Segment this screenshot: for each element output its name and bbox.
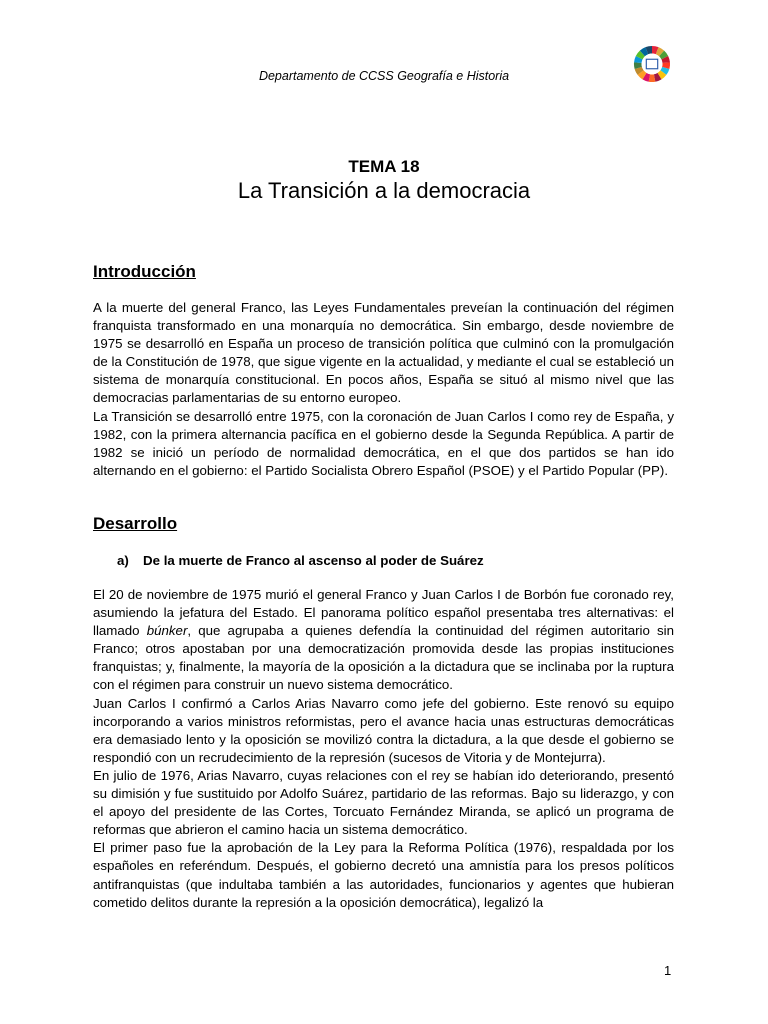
logo-center bbox=[642, 54, 663, 75]
desarrollo-paragraph-2: Juan Carlos I confirmó a Carlos Arias Navarro como jefe del gobierno. Este renovó su equipo incorporando a varios ministros reformistas, pero el avance hacia unas estructuras democráticas era demasiado lento y la oposición se movilizó contra la dictadura, a la que desde el gobierno se respondió con un recrudecimiento de la represión (sucesos de Vitoria y de Montejurra). bbox=[93, 695, 674, 765]
department-header: Departamento de CCSS Geografía e Historia bbox=[258, 69, 510, 83]
intro-heading: Introducción bbox=[93, 262, 196, 281]
desarrollo-paragraph-1 bbox=[93, 586, 674, 695]
page-number: 1 bbox=[664, 963, 672, 978]
topic-title: La Transición a la democracia bbox=[237, 178, 531, 203]
topic-number: TEMA 18 bbox=[348, 157, 420, 176]
subsection-heading bbox=[117, 553, 484, 568]
subsection-title: De la muerte de Franco al ascenso al poder de Suárez bbox=[143, 553, 484, 568]
desarrollo-paragraph-3: En julio de 1976, Arias Navarro, cuyas relaciones con el rey se habían ido deteriorando, presentó su dimisión y fue sustituido por Adolfo Suárez, partidario de las reformas. Bajo su liderazgo, y con el apoyo del presidente de las Cortes, Torcuato Fernández Miranda, se aplicó un programa de reformas que abrieron el camino hacia un sistema democrático. bbox=[93, 767, 674, 838]
subsection-marker: a) bbox=[117, 553, 129, 568]
sdg-wheel-icon bbox=[633, 45, 671, 83]
desarrollo-text bbox=[93, 586, 674, 912]
intro-paragraph-1: A la muerte del general Franco, las Leyes Fundamentales preveían la continuación del régimen franquista transformado en una monarquía no democrática. Sin embargo, desde noviembre de 1975 se desarrolló en España un proceso de transición política que culminó con la promulgación de la Constitución de 1978, que sigue vigente en la actualidad, y mediante el cual se estableció un sistema de monarquía constitucional. En pocos años, España se situó al mismo nivel que las democracias parlamentarias de su entorno europeo. bbox=[93, 300, 674, 406]
bunker-term: búnker bbox=[146, 623, 188, 639]
paragraph-1-end: , que agrupaba a quienes defendía la continuidad del régimen autoritario sin Franco; otros apostaban por una democratización promovida desde las propias instituciones franquistas; y, finalmente, la mayoría de la oposición a la dictadura que se inclinaba por la ruptura con el régimen para construir un nuevo sistema democrático. bbox=[93, 623, 675, 693]
desarrollo-paragraph-4: El primer paso fue la aprobación de la Ley para la Reforma Política (1976), respaldada por los españoles en referéndum. Después, el gobierno decretó una amnistía para los presos políticos antifranquistas (que indultaba también a las autoridades, funcionarios y agentes que hubieran cometido delitos durante la represión a la oposición democrática), legalizó la bbox=[93, 840, 674, 910]
intro-paragraph-2: La Transición se desarrolló entre 1975, con la coronación de Juan Carlos I como rey de España, y 1982, con la primera alternancia pacífica en el gobierno desde la Segunda República. A partir de 1982 se inició un período de normalidad democrática, en el que dos partidos se han ido alternando en el gobierno: el Partido Socialista Obrero Español (PSOE) y el Partido Popular (PP). bbox=[93, 408, 674, 478]
paragraph-1-start: El 20 de noviembre de 1975 murió el general Franco y Juan Carlos I de Borbón fue coronado rey, asumiendo la jefatura del Estado. El panorama político español presentaba tres alternativas: el llamado bbox=[93, 587, 674, 639]
intro-text bbox=[93, 299, 674, 480]
desarrollo-heading: Desarrollo bbox=[93, 514, 178, 533]
